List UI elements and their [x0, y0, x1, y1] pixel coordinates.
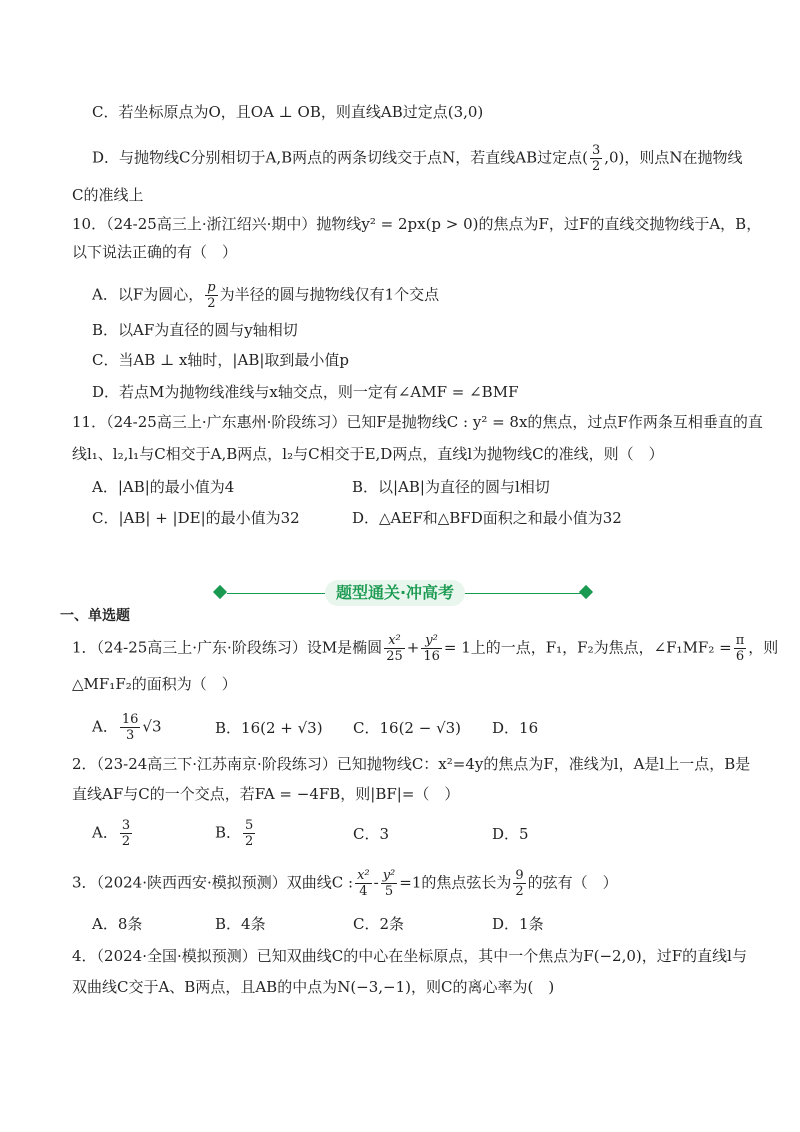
p1-plus: + [406, 638, 420, 657]
p2-stem-2: 直线AF与C的一个交点，若FA = −4FB，则|BF|=（ ） [72, 785, 460, 803]
q11-option-d: D．△AEF和△BFD面积之和最小值为32 [352, 509, 622, 527]
p3-frac-y-num: y² [382, 868, 396, 883]
p3-option-c: C．2条 [353, 915, 405, 933]
p1-stem-2: △MF₁F₂的面积为（ ） [72, 675, 237, 693]
q9-frac-den: 2 [591, 159, 601, 174]
p1-stem-pre: 1．（24-25高三上·广东·阶段练习）设M是椭圆 [72, 638, 383, 657]
banner-title: 题型通关·冲高考 [325, 580, 465, 606]
q10-frac-num: p [207, 280, 216, 295]
q10-fraction [205, 280, 217, 311]
p1-option-b: B．16(2 + √3) [215, 719, 323, 737]
q10-option-d: D．若点M为抛物线准线与x轴交点，则一定有∠AMF = ∠BMF [92, 383, 519, 401]
p2-option-a-pre: A． [92, 823, 118, 842]
p1-frac-angle [734, 633, 747, 664]
q9-option-d-pre: D．与抛物线C分别相切于A,B两点的两条切线交于点N，若直线AB过定点( [92, 148, 588, 167]
p1-stem-mid: = 1上的一点，F₁，F₂为焦点，∠F₁MF₂ = [443, 638, 732, 657]
p1-frac-x-den: 25 [386, 649, 403, 664]
p3-frac-len-den: 2 [515, 884, 524, 899]
q9-option-d-cont: C的准线上 [72, 186, 144, 204]
p1-option-a-frac [120, 712, 141, 743]
p2-option-a-frac [120, 818, 132, 849]
p1-frac-y-den: 16 [423, 649, 440, 664]
p1-frac-angle-den: 6 [735, 649, 745, 664]
p1-stem-1 [72, 633, 778, 664]
section-banner [213, 579, 596, 609]
p1-option-a-pre: A． [92, 717, 118, 736]
p3-option-d: D．1条 [492, 915, 544, 933]
p3-stem-pre: 3．（2024·陕西西安·模拟预测）双曲线C : [72, 873, 354, 892]
p2-option-a [92, 818, 134, 849]
p3-frac-len-num: 9 [515, 868, 524, 883]
p1-option-a-num: 16 [121, 712, 139, 727]
q10-option-a-pre: A．以F为圆心， [92, 285, 204, 304]
q9-option-d-post: ,0)，则点N在抛物线 [604, 148, 743, 167]
q10-stem-2: 以下说法正确的有（ ） [72, 243, 238, 261]
q11-stem-2: 线l₁、l₂,l₁与C相交于A,B两点，l₂与C相交于E,D两点，直线l为抛物线C的准线，则（ ） [72, 445, 664, 463]
p2-option-b [215, 818, 257, 849]
p1-option-a-post: √3 [142, 717, 162, 736]
q10-frac-den: 2 [207, 296, 216, 311]
p2-option-b-pre: B． [215, 823, 242, 842]
q9-option-c: C．若坐标原点为O，且OA ⊥ OB，则直线AB过定点(3,0) [92, 103, 484, 121]
p2-stem-1: 2．（23-24高三下·江苏南京·阶段练习）已知抛物线C：x²=4y的焦点为F，准线为l，A是l上一点，B是 [72, 755, 751, 773]
banner-right-rule [465, 593, 583, 594]
p2-option-b-num: 5 [245, 818, 254, 833]
p3-option-a: A．8条 [92, 915, 143, 933]
p3-minus: - [373, 873, 379, 892]
banner-right-diamond-icon [579, 585, 593, 599]
p1-frac-y [421, 633, 442, 664]
p2-option-b-den: 2 [245, 834, 254, 849]
p3-frac-x-den: 4 [359, 884, 368, 899]
p3-stem [72, 868, 618, 899]
p3-frac-y [381, 868, 398, 899]
p1-option-d: D．16 [492, 719, 539, 737]
p1-option-a [92, 712, 162, 743]
p1-frac-y-num: y² [421, 633, 442, 649]
p3-stem-mid: =1的焦点弦长为 [399, 873, 512, 892]
p3-frac-x [355, 868, 372, 899]
p2-option-a-den: 2 [121, 834, 131, 849]
q10-option-a [92, 280, 439, 311]
q9-frac-num: 3 [591, 143, 601, 158]
q11-option-a: A．|AB|的最小值为4 [92, 478, 235, 496]
q10-stem-1: 10．（24-25高三上·浙江绍兴·期中）抛物线y² = 2px(p > 0)的焦点为F，过F的直线交抛物线于A，B， [72, 215, 762, 233]
section-heading: 一、单选题 [60, 608, 130, 624]
p1-option-c: C．16(2 − √3) [353, 719, 462, 737]
p1-option-a-den: 3 [125, 728, 135, 743]
p1-frac-angle-num: π [735, 633, 745, 648]
p3-stem-post: 的弦有（ ） [527, 873, 618, 892]
p3-frac-y-den: 5 [384, 884, 394, 899]
p1-frac-x [384, 633, 405, 664]
p3-frac-len [513, 868, 525, 899]
q11-option-c: C．|AB| + |DE|的最小值为32 [92, 509, 300, 527]
q9-option-d [92, 143, 743, 174]
p2-option-c: C．3 [353, 825, 390, 843]
q10-option-c: C．当AB ⊥ x轴时，|AB|取到最小值p [92, 351, 350, 369]
q11-option-b: B．以|AB|为直径的圆与l相切 [352, 478, 550, 496]
p3-option-b: B．4条 [215, 915, 266, 933]
p2-option-d: D．5 [492, 825, 529, 843]
p4-stem-1: 4．（2024·全国·模拟预测）已知双曲线C的中心在坐标原点，其中一个焦点为F(−2,0)，过F的直线l与 [72, 947, 747, 965]
p1-frac-x-num: x² [384, 633, 405, 649]
p2-option-a-num: 3 [121, 818, 131, 833]
p4-stem-2: 双曲线C交于A、B两点，且AB的中点为N(−3,−1)，则C的离心率为( ) [72, 978, 555, 996]
q9-fraction [590, 143, 602, 174]
p1-stem-post: ，则 [748, 638, 779, 657]
p2-option-b-frac [243, 818, 255, 849]
q10-option-b: B．以AF为直径的圆与y轴相切 [92, 321, 298, 339]
banner-left-diamond-icon [213, 585, 227, 599]
q11-stem-1: 11．（24-25高三上·广东惠州·阶段练习）已知F是抛物线C : y² = 8x的焦点，过点F作两条互相垂直的直 [72, 413, 763, 431]
p3-frac-x-num: x² [357, 868, 370, 883]
q10-option-a-post: 为半径的圆与抛物线仅有1个交点 [219, 285, 440, 304]
banner-left-rule [227, 593, 325, 594]
